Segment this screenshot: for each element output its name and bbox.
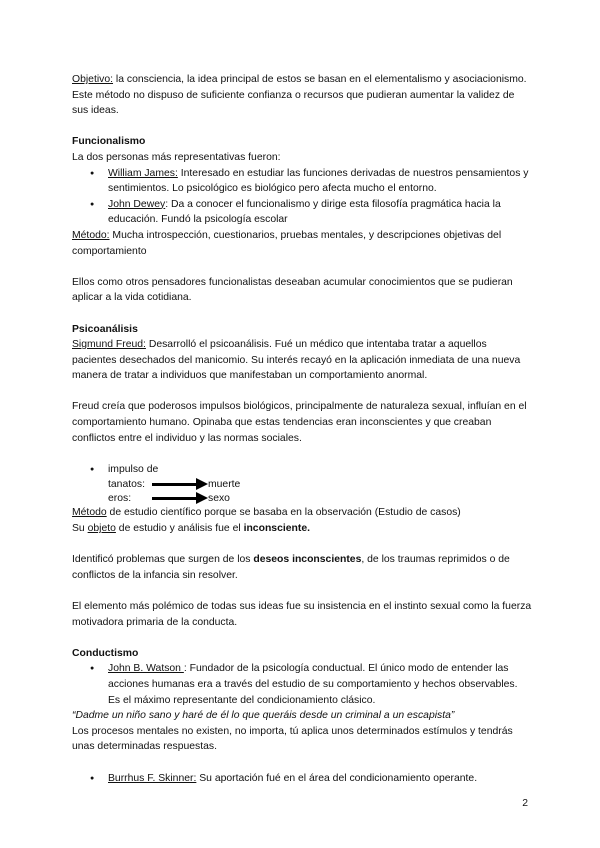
eros-row: [108, 491, 532, 505]
list-item: [72, 166, 532, 197]
document-body: [72, 72, 532, 786]
metodo-label: Método:: [72, 229, 110, 241]
eros-label: eros:: [108, 492, 132, 504]
psicoanalisis-metodo: [72, 505, 532, 521]
deseos-prefix: Identificó problemas que surgen de los: [72, 554, 254, 566]
conductismo-heading: Conductismo: [72, 647, 139, 659]
metodo-label: Método: [72, 507, 107, 519]
page-number: 2: [522, 798, 528, 809]
deseos-paragraph: [72, 552, 532, 583]
metodo-text: Mucha introspección, cuestionarios, pruebas mentales, y descripciones objetivas del comportamiento: [72, 229, 502, 257]
watson-text: : Fundador de la psicología conductual. El único modo de entender las acciones humanas era a través del estudio de su comportamiento y hechos observables. Es el máximo representante del condicionamiento clásico.: [108, 663, 518, 706]
funcionalismo-list: [72, 166, 532, 228]
objetivo-text: la consciencia, la idea principal de estos se basan en el elementalismo y asociacionismo.: [113, 74, 527, 85]
tanatos-label: tanatos:: [108, 478, 145, 490]
freud-text: Desarrolló el psicoanálisis. Fué un médico que intentaba tratar a aquellos pacientes desechados del manicomio. Su interés recayó en la aplicación inmediata de una nueva manera de tratar a individuos que manifestaban un comportamiento anormal.: [72, 339, 521, 382]
psicoanalisis-heading: Psicoanálisis: [72, 323, 138, 335]
conductismo-list: [72, 661, 532, 708]
objetivo-label: Objetivo:: [72, 74, 114, 85]
psicoanalisis-objeto: [72, 521, 532, 537]
metodo-intro-paragraph: Este método no dispuso de suficiente confianza o recursos que pudieran aumentar la validez de sus ideas.: [72, 89, 515, 117]
metodo-text: de estudio científico porque se basaba en la observación (Estudio de casos): [106, 507, 461, 519]
objeto-bold: inconsciente.: [243, 523, 310, 535]
william-james-text: Interesado en estudiar las funciones derivadas de nuestros pensamientos y sentimientos. Lo psicológico es biológico pero afecta mucho el entorno.: [108, 167, 529, 195]
funcionalismo-intro: La dos personas más representativas fueron:: [72, 151, 281, 163]
skinner-text: Su aportación fué en el área del condicionamiento operante.: [196, 772, 478, 784]
deseos-bold: deseos inconscientes: [253, 554, 362, 566]
funcionalismo-heading: Funcionalismo: [72, 136, 146, 148]
watson-name: John B. Watson: [108, 663, 184, 675]
tanatos-row: [108, 477, 532, 491]
watson-quote: “Dadme un niño sano y haré de él lo que queráis desde un criminal a un escapista”: [72, 710, 455, 722]
objeto-prefix: Su: [72, 523, 88, 535]
impulse-list: [72, 462, 532, 506]
objetivo-paragraph: [72, 72, 532, 88]
list-item: [72, 462, 532, 506]
funcionalismo-metodo: [72, 228, 532, 259]
objeto-mid: de estudio y análisis fue el: [115, 523, 244, 535]
instinto-paragraph: El elemento más polémico de todas sus ideas fue su insistencia en el instinto sexual como la fuerza motivadora primaria de la conducta.: [72, 601, 532, 628]
list-item: [72, 197, 532, 228]
william-james-name: William James:: [108, 167, 178, 179]
skinner-list: [72, 771, 532, 787]
arrow-right-icon: [152, 492, 208, 504]
objeto-label: objeto: [87, 523, 116, 535]
arrow-right-icon: [152, 478, 208, 490]
freud-impulses-paragraph: Freud creía que poderosos impulsos biológicos, principalmente de naturaleza sexual, influían en el comportamiento humano. Opinaba que estas tendencias eran inconscientes y que creaban conflictos entre el individuo y las normas sociales.: [72, 401, 527, 444]
impulso-de-label: ● impulso de: [108, 463, 159, 475]
sexo-label: sexo: [208, 492, 230, 504]
deseos-suffix: , de los traumas reprimidos o de conflictos de la infancia sin resolver.: [72, 554, 510, 581]
john-dewey-name: John Dewey: [108, 198, 166, 210]
john-dewey-text: : Da a conocer el funcionalismo y dirige esta filosofía pragmática hacia la educación. Fundó la psicología escolar: [108, 198, 501, 226]
muerte-label: muerte: [208, 478, 241, 490]
funcionalismo-paragraph: Ellos como otros pensadores funcionalistas deseaban acumular conocimientos que se pudieran aplicar a la vida cotidiana.: [72, 276, 513, 304]
conductismo-paragraph: Los procesos mentales no existen, no importa, tú aplica unos determinados estímulos y tendrás unas determinadas respuestas.: [72, 725, 513, 753]
list-item: [72, 771, 532, 787]
skinner-name: Burrhus F. Skinner:: [108, 772, 197, 784]
freud-name: Sigmund Freud:: [72, 339, 146, 351]
freud-paragraph: [72, 337, 532, 384]
list-item: [72, 661, 532, 708]
